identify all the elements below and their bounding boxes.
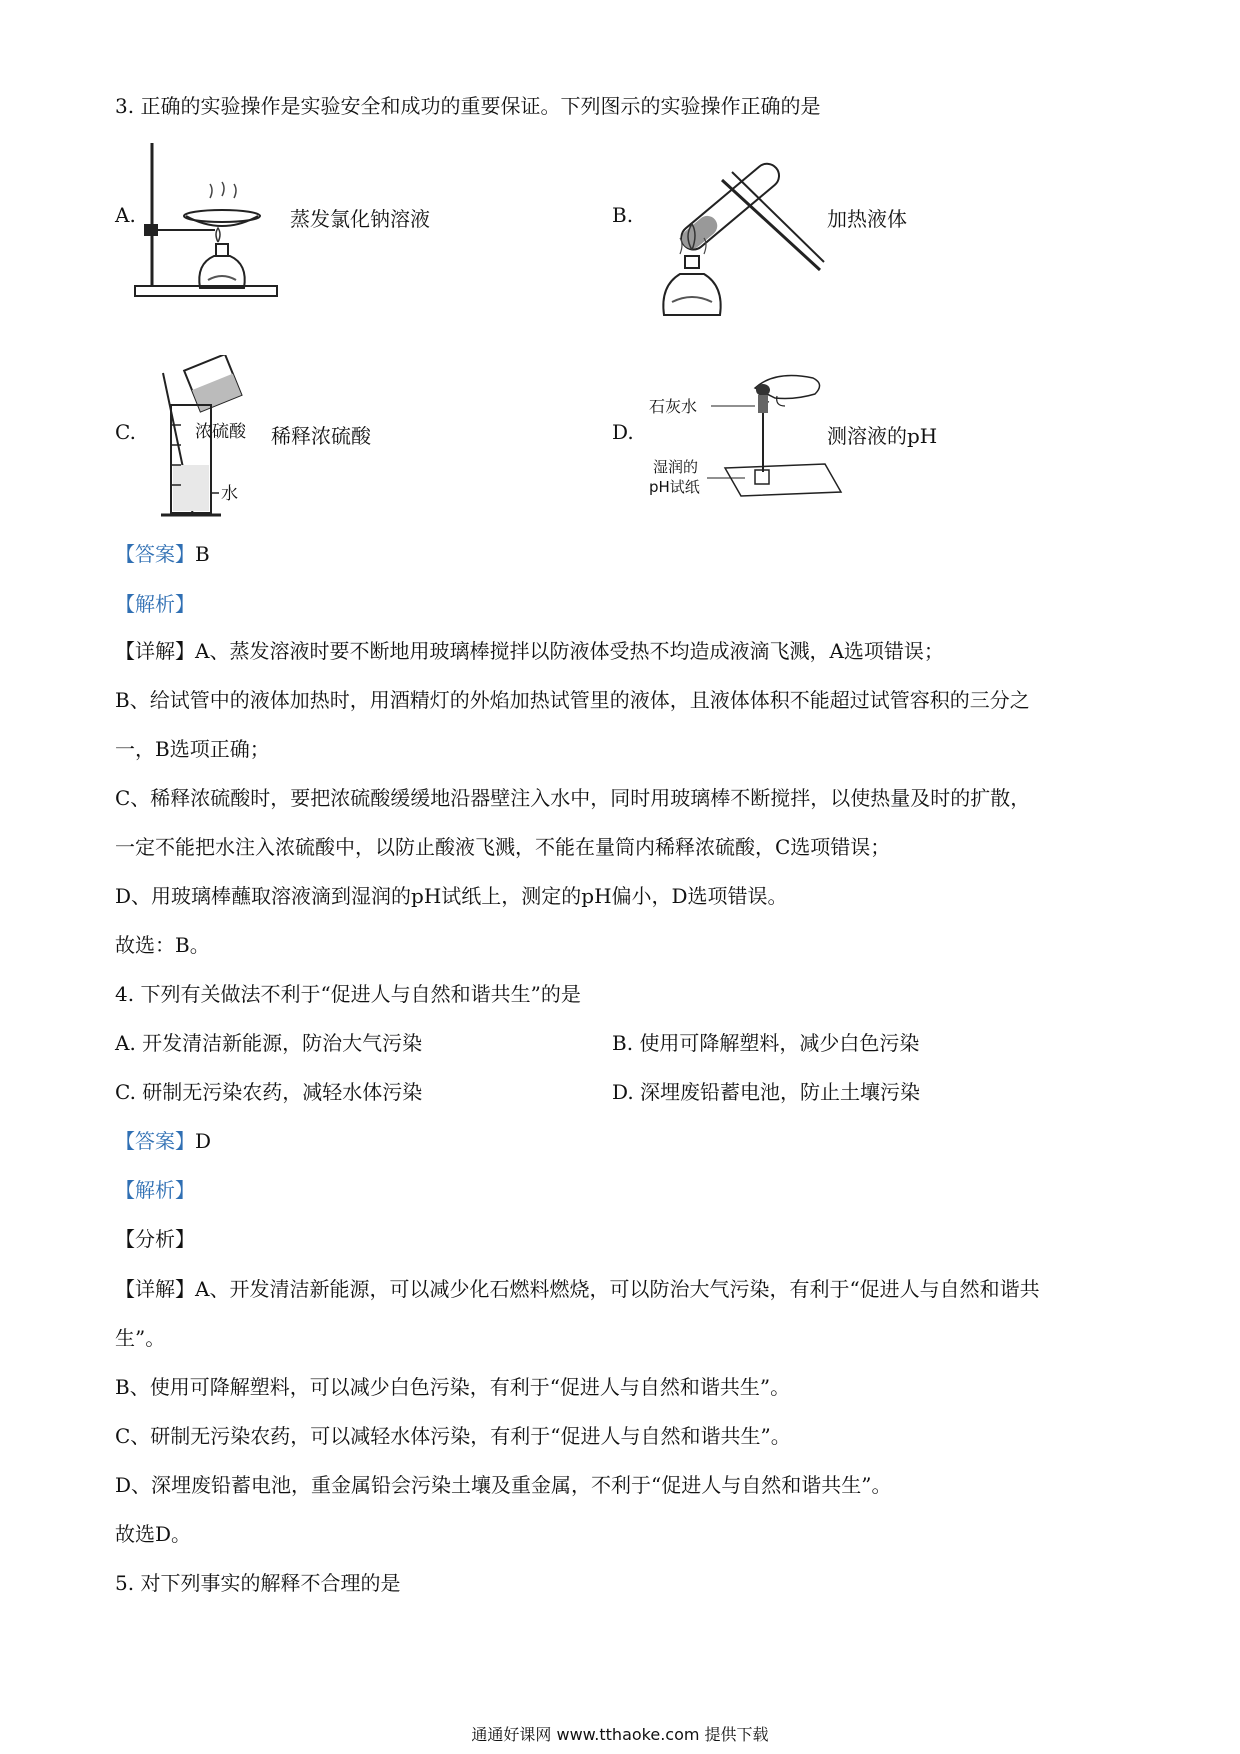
q5-stem: 5. 对下列事实的解释不合理的是: [115, 1571, 401, 1595]
q3-option-a-letter: A.: [115, 203, 136, 227]
q3-stem: 3. 正确的实验操作是实验安全和成功的重要保证。下列图示的实验操作正确的是: [115, 94, 821, 118]
lime-water-label: 石灰水: [649, 397, 698, 416]
q4-detail-2: B、使用可降解塑料，可以减少白色污染，有利于“促进人与自然和谐共生”。: [115, 1375, 791, 1399]
q4-option-c: C. 研制无污染农药，减轻水体污染: [115, 1080, 423, 1104]
q3-detail-2b: 一，B选项正确；: [115, 737, 270, 761]
ph-test-figure: [645, 360, 845, 510]
q3-detail-2a: B、给试管中的液体加热时，用酒精灯的外焰加热试管里的液体，且液体体积不能超过试管容积的三分之: [115, 688, 1030, 712]
q4-detail-3: C、研制无污染农药，可以减轻水体污染，有利于“促进人与自然和谐共生”。: [115, 1424, 791, 1448]
q3-option-c-caption: 稀释浓硫酸: [271, 424, 371, 448]
q3-option-d-letter: D.: [612, 420, 634, 444]
wet-paper-label-2: pH试纸: [649, 478, 700, 496]
q3-detail-4: D、用玻璃棒蘸取溶液滴到湿润的pH试纸上，测定的pH偏小，D选项错误。: [115, 884, 788, 908]
evaporation-apparatus-figure: [130, 138, 280, 303]
q4-stem: 4. 下列有关做法不利于“促进人与自然和谐共生”的是: [115, 982, 581, 1006]
q3-option-a-caption: 蒸发氯化钠溶液: [290, 207, 430, 231]
q4-option-a: A. 开发清洁新能源，防治大气污染: [115, 1031, 423, 1055]
q3-option-b-caption: 加热液体: [827, 207, 907, 231]
q4-detail-1a: 【详解】A、开发清洁新能源，可以减少化石燃料燃烧，可以防治大气污染，有利于“促进人与自然和谐共: [115, 1277, 1040, 1301]
acid-label: 浓硫酸: [195, 422, 246, 442]
q4-analysis-tag: 【解析】: [115, 1178, 195, 1202]
q3-answer: [115, 540, 210, 568]
q4-detail-4: D、深埋废铅蓄电池，重金属铅会污染土壤及重金属，不利于“促进人与自然和谐共生”。: [115, 1473, 892, 1497]
q4-option-d: D. 深埋废铅蓄电池，防止土壤污染: [612, 1080, 921, 1104]
q3-option-d-caption: 测溶液的pH: [827, 424, 938, 448]
q3-detail-1: 【详解】A、蒸发溶液时要不断地用玻璃棒搅拌以防液体受热不均造成液滴飞溅，A选项错误；: [115, 639, 944, 663]
answer-value: D: [195, 1129, 212, 1153]
answer-tag: 【答案】: [115, 1129, 195, 1153]
q3-conclusion: 故选：B。: [115, 933, 210, 957]
wet-paper-label-1: 湿润的: [653, 458, 699, 476]
q4-fenxi-tag: 【分析】: [115, 1227, 195, 1251]
q3-detail-3a: C、稀释浓硫酸时，要把浓硫酸缓缓地沿器壁注入水中，同时用玻璃棒不断搅拌，以使热量及时的扩散，: [115, 786, 1031, 810]
q3-option-c-letter: C.: [115, 420, 136, 444]
q4-detail-1b: 生”。: [115, 1326, 166, 1350]
answer-tag: 【答案】: [115, 542, 195, 566]
q4-answer: [115, 1127, 211, 1155]
q4-option-b: B. 使用可降解塑料，减少白色污染: [612, 1031, 920, 1055]
q4-conclusion: 故选D。: [115, 1522, 192, 1546]
heating-test-tube-figure: [640, 150, 830, 325]
q3-analysis-tag: 【解析】: [115, 592, 195, 616]
dilute-acid-cylinder-figure: [155, 355, 270, 520]
answer-value: B: [195, 542, 210, 566]
q3-detail-3b: 一定不能把水注入浓硫酸中，以防止酸液飞溅，不能在量筒内稀释浓硫酸，C选项错误；: [115, 835, 891, 859]
page-footer: 通通好课网 www.tthaoke.com 提供下载: [471, 1725, 769, 1744]
q3-option-b-letter: B.: [612, 203, 634, 227]
water-label: 水: [221, 484, 238, 504]
